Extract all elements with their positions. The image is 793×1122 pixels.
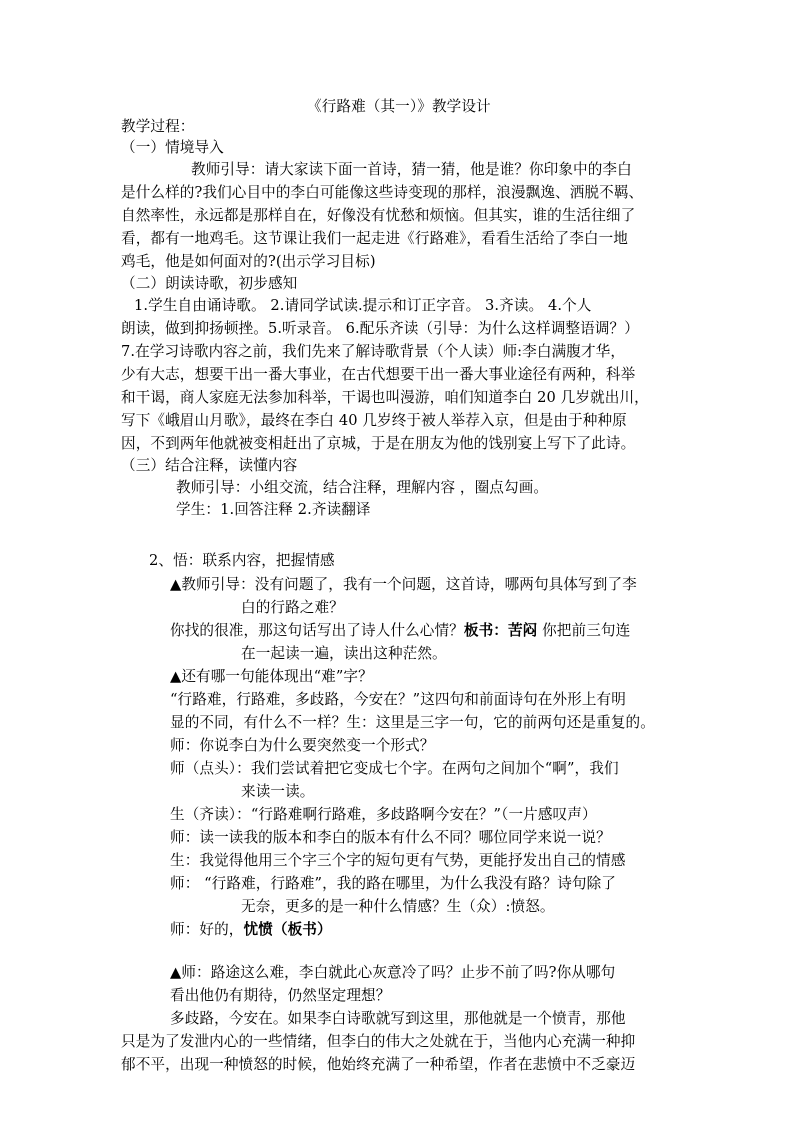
paragraph-line: 在一起读一遍，读出这种茫然。 — [241, 645, 447, 662]
paragraph-line: 学生：1.回答注释 2.齐读翻译 — [176, 501, 371, 518]
document-title: 《行路难（其一）》教学设计 — [307, 98, 491, 115]
paragraph-line: 多歧路，今安在。如果李白诗歌就写到这里，那他就是一个愤青，那他 — [170, 1010, 626, 1027]
paragraph-line: 显的不同，有什么不一样？生：这里是三字一句，它的前两句还是重复的。 — [170, 714, 655, 731]
paragraph-line: 白的行路之难？ — [241, 599, 344, 616]
paragraph-line: 朗读，做到抑扬顿挫。5.听录音。 6.配乐齐读（引导：为什么这样调整语调？） — [121, 320, 639, 337]
paragraph-line: 师： “行路难，行路难”，我的路在哪里，为什么我没有路？诗句除了 — [170, 875, 616, 892]
paragraph-line — [170, 620, 630, 642]
section-heading: （三）结合注释，读懂内容 — [121, 457, 298, 474]
paragraph-line: 郁不平，出现一种愤怒的时候，他始终充满了一种希望，作者在悲愤中不乏豪迈 — [121, 1056, 636, 1073]
paragraph-line: 师：你说李白为什么要突然变一个形式？ — [170, 737, 435, 754]
section-heading: （二）朗读诗歌，初步感知 — [121, 275, 298, 292]
section-heading: （一）情境导入 — [121, 139, 224, 156]
paragraph-line: 写下《峨眉山月歌》，最终在李白 40 几岁终于被人举荐入京，但是由于种种原 — [121, 412, 627, 429]
paragraph-line: ▲还有哪一句能体现出“难”字？ — [170, 668, 373, 685]
paragraph-line: 鸡毛，他是如何面对的?(出示学习目标) — [121, 253, 376, 270]
paragraph-line: 师（点头）：我们尝试着把它变成七个字。在两句之间加个“啊”，我们 — [170, 760, 619, 777]
paragraph-text: 师：好的， — [170, 921, 244, 938]
paragraph-line: 只是为了发泄内心的一些情绪，但李白的伟大之处就在于，当他内心充满一种抑 — [121, 1033, 636, 1050]
paragraph-line: “行路难，行路难，多歧路，今安在？”这四句和前面诗句在外形上有明 — [170, 691, 626, 708]
paragraph-line — [170, 919, 332, 941]
paragraph-line: 看出他仍有期待，仍然坚定理想？ — [170, 987, 391, 1004]
paragraph-line: 少有大志，想要干出一番大事业，在古代想要干出一番大事业途径有两种，科举 — [121, 366, 636, 383]
paragraph-line: 教师引导：小组交流，结合注释，理解内容 ，圈点勾画。 — [176, 479, 549, 496]
paragraph-line: 自然率性，永远都是那样自在，好像没有忧愁和烦恼。但其实，谁的生活往细了 — [121, 207, 636, 224]
paragraph-line: 1.学生自由诵诗歌。 2.请同学试读.提示和订正字音。 3.齐读。 4.个人 — [134, 297, 592, 314]
paragraph-text: 你把前三句连 — [537, 622, 631, 639]
paragraph-line: ▲师：路途这么难，李白就此心灰意冷了吗？止步不前了吗?你从哪句 — [170, 964, 616, 981]
paragraph-line: 7.在学习诗歌内容之前，我们先来了解诗歌背景（个人读）师:李白满腹才华， — [121, 343, 626, 360]
section-heading: 2、悟：联系内容，把握情感 — [149, 552, 335, 569]
paragraph-line: 生（齐读）：“行路难啊行路难，多歧路啊今安在？”（一片感叹声） — [170, 806, 597, 823]
paragraph-line: 看，都有一地鸡毛。这节课让我们一起走进《行路难》，看看生活给了李白一地 — [121, 230, 628, 247]
paragraph-line: 是什么样的?我们心目中的李白可能像这些诗变现的那样，浪漫飘逸、洒脱不羁、 — [121, 184, 644, 201]
section-heading: 教学过程： — [121, 118, 195, 135]
paragraph-line: 因，不到两年他就被变相赶出了京城，于是在朋友为他的饯别宴上写下了此诗。 — [121, 435, 636, 452]
paragraph-line: 和干谒，商人家庭无法参加科举，干谒也叫漫游，咱们知道李白 20 几岁就出川， — [121, 389, 649, 406]
paragraph-line: 无奈，更多的是一种什么情感？生（众）:愤怒。 — [241, 898, 555, 915]
board-note: 板书：苦闷 — [463, 622, 538, 639]
board-note: 忧愤（板书） — [243, 921, 332, 938]
paragraph-line: 师：读一读我的版本和李白的版本有什么不同？哪位同学来说一说？ — [170, 829, 611, 846]
paragraph-text: 你找的很准，那这句话写出了诗人什么心情？ — [170, 622, 464, 639]
paragraph-line: 来读一读。 — [241, 783, 315, 800]
paragraph-line: 教师引导：请大家读下面一首诗，猜一猜，他是谁？你印象中的李白 — [191, 161, 632, 178]
paragraph-line: ▲教师引导：没有问题了，我有一个问题，这首诗，哪两句具体写到了李 — [170, 576, 637, 593]
paragraph-line: 生：我觉得他用三个字三个字的短句更有气势，更能抒发出自己的情感 — [170, 852, 626, 869]
